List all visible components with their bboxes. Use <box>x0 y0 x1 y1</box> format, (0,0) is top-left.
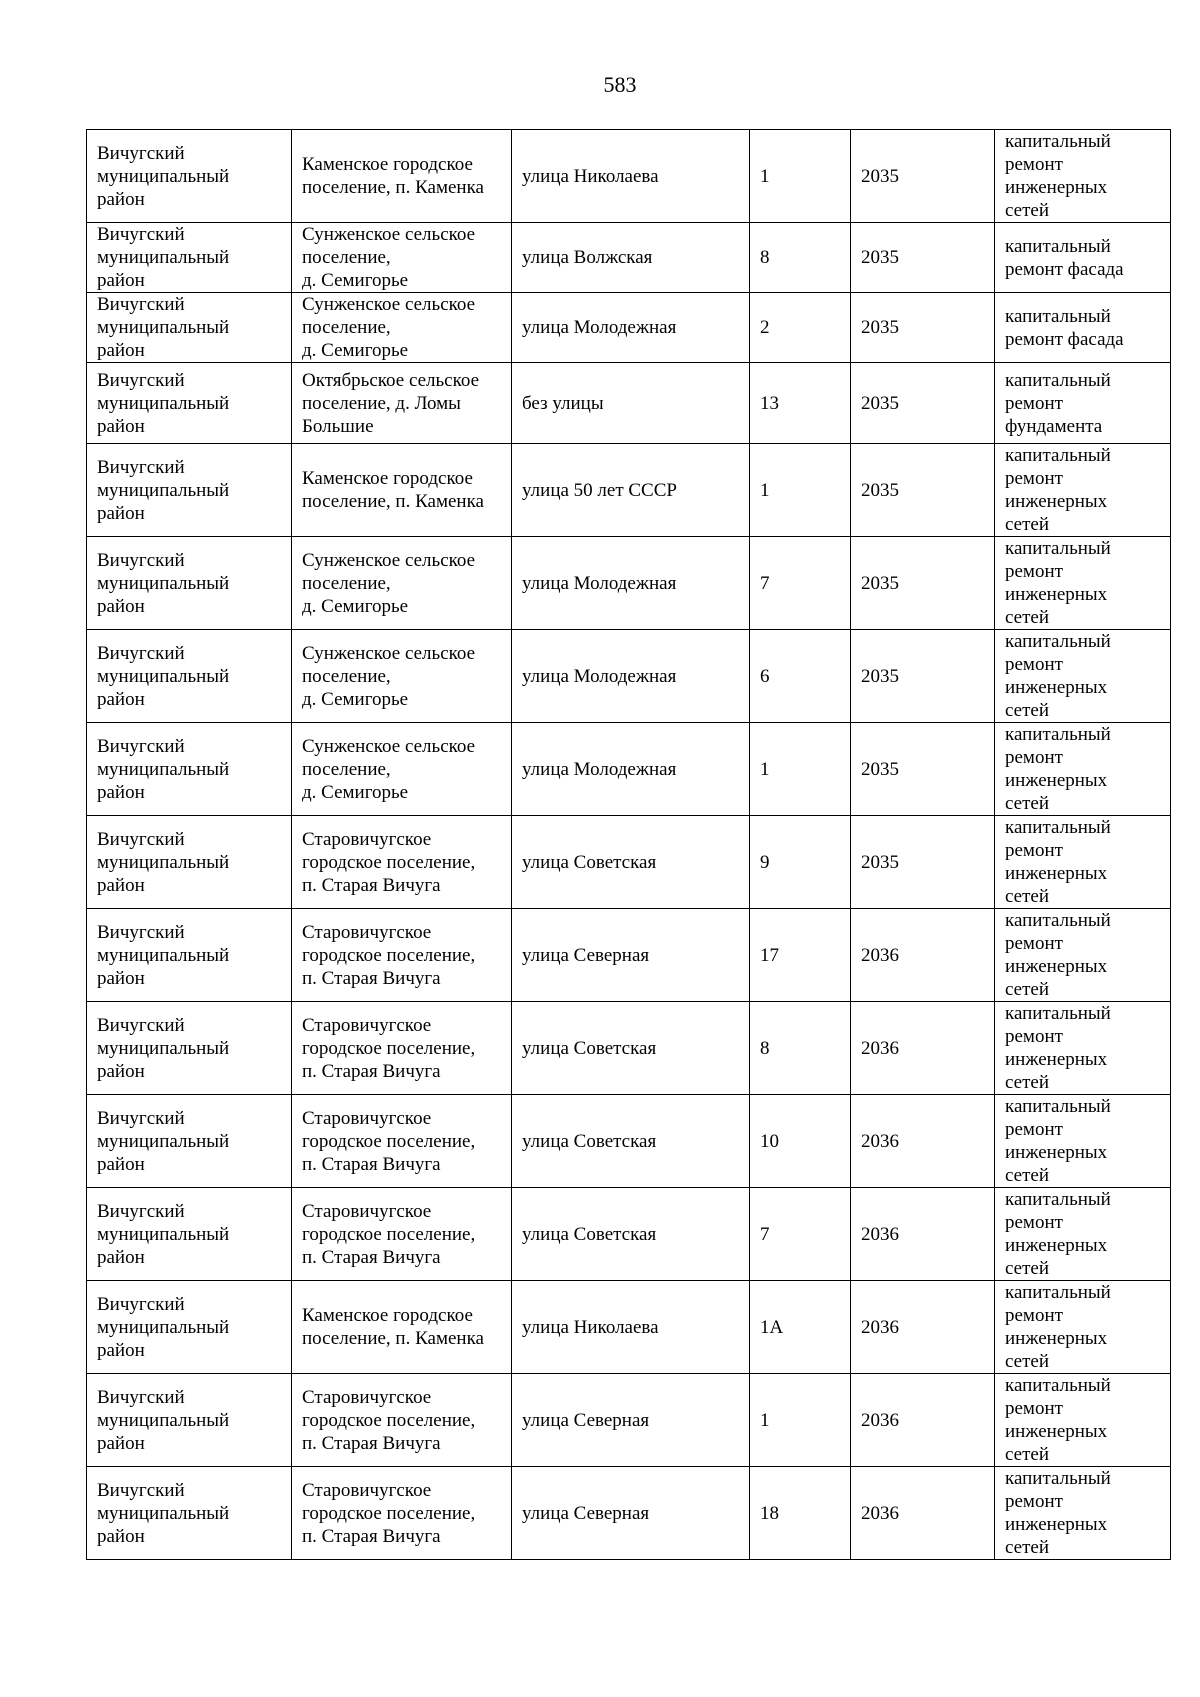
district-cell: Вичугский муниципальный район <box>87 909 292 1002</box>
street-cell: улица 50 лет СССР <box>512 444 750 537</box>
year-cell: 2035 <box>851 130 995 223</box>
settlement-cell: Октябрьское сельское поселение, д. Ломы Большие <box>292 363 512 444</box>
district-cell: Вичугский муниципальный район <box>87 130 292 223</box>
work-type-cell: капитальный ремонт инженерных сетей <box>995 909 1171 1002</box>
table-row <box>87 909 1171 1002</box>
work-type-cell: капитальный ремонт инженерных сетей <box>995 630 1171 723</box>
settlement-cell: Сунженское сельское поселение, д. Семигорье <box>292 537 512 630</box>
house-number-cell: 7 <box>750 1188 851 1281</box>
work-type-cell: капитальный ремонт инженерных сетей <box>995 1188 1171 1281</box>
district-cell: Вичугский муниципальный район <box>87 723 292 816</box>
work-type-cell: капитальный ремонт фундамента <box>995 363 1171 444</box>
street-cell: улица Северная <box>512 909 750 1002</box>
house-number-cell: 2 <box>750 293 851 363</box>
street-cell: улица Советская <box>512 1188 750 1281</box>
settlement-cell: Каменское городское поселение, п. Каменка <box>292 1281 512 1374</box>
street-cell: улица Северная <box>512 1374 750 1467</box>
house-number-cell: 1 <box>750 723 851 816</box>
district-cell: Вичугский муниципальный район <box>87 1374 292 1467</box>
year-cell: 2035 <box>851 537 995 630</box>
street-cell: улица Николаева <box>512 1281 750 1374</box>
table-row <box>87 723 1171 816</box>
house-number-cell: 7 <box>750 537 851 630</box>
settlement-cell: Сунженское сельское поселение, д. Семигорье <box>292 293 512 363</box>
district-cell: Вичугский муниципальный район <box>87 1281 292 1374</box>
street-cell: улица Советская <box>512 816 750 909</box>
street-cell: без улицы <box>512 363 750 444</box>
district-cell: Вичугский муниципальный район <box>87 1467 292 1560</box>
year-cell: 2035 <box>851 223 995 293</box>
settlement-cell: Сунженское сельское поселение, д. Семигорье <box>292 223 512 293</box>
table-row <box>87 223 1171 293</box>
work-type-cell: капитальный ремонт инженерных сетей <box>995 816 1171 909</box>
year-cell: 2035 <box>851 816 995 909</box>
work-type-cell: капитальный ремонт инженерных сетей <box>995 1467 1171 1560</box>
street-cell: улица Молодежная <box>512 537 750 630</box>
settlement-cell: Сунженское сельское поселение, д. Семигорье <box>292 630 512 723</box>
house-number-cell: 8 <box>750 223 851 293</box>
year-cell: 2035 <box>851 444 995 537</box>
year-cell: 2036 <box>851 1374 995 1467</box>
settlement-cell: Старовичугское городское поселение, п. Старая Вичуга <box>292 1467 512 1560</box>
year-cell: 2036 <box>851 1002 995 1095</box>
work-type-cell: капитальный ремонт инженерных сетей <box>995 723 1171 816</box>
house-number-cell: 13 <box>750 363 851 444</box>
house-number-cell: 17 <box>750 909 851 1002</box>
house-number-cell: 1А <box>750 1281 851 1374</box>
district-cell: Вичугский муниципальный район <box>87 1095 292 1188</box>
house-number-cell: 1 <box>750 130 851 223</box>
work-type-cell: капитальный ремонт инженерных сетей <box>995 537 1171 630</box>
district-cell: Вичугский муниципальный район <box>87 1188 292 1281</box>
street-cell: улица Молодежная <box>512 293 750 363</box>
year-cell: 2035 <box>851 723 995 816</box>
work-type-cell: капитальный ремонт инженерных сетей <box>995 1002 1171 1095</box>
year-cell: 2036 <box>851 1467 995 1560</box>
table-row <box>87 1095 1171 1188</box>
street-cell: улица Волжская <box>512 223 750 293</box>
year-cell: 2036 <box>851 1281 995 1374</box>
district-cell: Вичугский муниципальный район <box>87 537 292 630</box>
table-row <box>87 293 1171 363</box>
table-row <box>87 1188 1171 1281</box>
year-cell: 2036 <box>851 1095 995 1188</box>
district-cell: Вичугский муниципальный район <box>87 816 292 909</box>
district-cell: Вичугский муниципальный район <box>87 630 292 723</box>
house-number-cell: 9 <box>750 816 851 909</box>
street-cell: улица Николаева <box>512 130 750 223</box>
page-number: 583 <box>603 72 637 97</box>
street-cell: улица Советская <box>512 1095 750 1188</box>
table-row <box>87 1002 1171 1095</box>
house-number-cell: 1 <box>750 444 851 537</box>
settlement-cell: Старовичугское городское поселение, п. Старая Вичуга <box>292 1374 512 1467</box>
table-row <box>87 444 1171 537</box>
house-number-cell: 1 <box>750 1374 851 1467</box>
settlement-cell: Старовичугское городское поселение, п. Старая Вичуга <box>292 1188 512 1281</box>
table-row <box>87 1374 1171 1467</box>
year-cell: 2035 <box>851 630 995 723</box>
house-number-cell: 10 <box>750 1095 851 1188</box>
year-cell: 2036 <box>851 1188 995 1281</box>
district-cell: Вичугский муниципальный район <box>87 223 292 293</box>
settlement-cell: Сунженское сельское поселение, д. Семигорье <box>292 723 512 816</box>
street-cell: улица Молодежная <box>512 723 750 816</box>
district-cell: Вичугский муниципальный район <box>87 444 292 537</box>
settlement-cell: Старовичугское городское поселение, п. Старая Вичуга <box>292 909 512 1002</box>
work-type-cell: капитальный ремонт инженерных сетей <box>995 1095 1171 1188</box>
table-row <box>87 130 1171 223</box>
table-row <box>87 1281 1171 1374</box>
settlement-cell: Старовичугское городское поселение, п. Старая Вичуга <box>292 816 512 909</box>
repair-schedule-table <box>86 129 1171 1560</box>
house-number-cell: 18 <box>750 1467 851 1560</box>
settlement-cell: Каменское городское поселение, п. Каменка <box>292 130 512 223</box>
work-type-cell: капитальный ремонт инженерных сетей <box>995 1281 1171 1374</box>
street-cell: улица Молодежная <box>512 630 750 723</box>
district-cell: Вичугский муниципальный район <box>87 363 292 444</box>
street-cell: улица Северная <box>512 1467 750 1560</box>
district-cell: Вичугский муниципальный район <box>87 293 292 363</box>
work-type-cell: капитальный ремонт фасада <box>995 223 1171 293</box>
work-type-cell: капитальный ремонт инженерных сетей <box>995 1374 1171 1467</box>
table-row <box>87 1467 1171 1560</box>
settlement-cell: Каменское городское поселение, п. Каменка <box>292 444 512 537</box>
settlement-cell: Старовичугское городское поселение, п. Старая Вичуга <box>292 1002 512 1095</box>
work-type-cell: капитальный ремонт инженерных сетей <box>995 444 1171 537</box>
house-number-cell: 8 <box>750 1002 851 1095</box>
settlement-cell: Старовичугское городское поселение, п. Старая Вичуга <box>292 1095 512 1188</box>
house-number-cell: 6 <box>750 630 851 723</box>
year-cell: 2035 <box>851 363 995 444</box>
work-type-cell: капитальный ремонт инженерных сетей <box>995 130 1171 223</box>
district-cell: Вичугский муниципальный район <box>87 1002 292 1095</box>
table-row <box>87 363 1171 444</box>
table-row <box>87 537 1171 630</box>
street-cell: улица Советская <box>512 1002 750 1095</box>
work-type-cell: капитальный ремонт фасада <box>995 293 1171 363</box>
year-cell: 2036 <box>851 909 995 1002</box>
table-row <box>87 630 1171 723</box>
year-cell: 2035 <box>851 293 995 363</box>
table-row <box>87 816 1171 909</box>
